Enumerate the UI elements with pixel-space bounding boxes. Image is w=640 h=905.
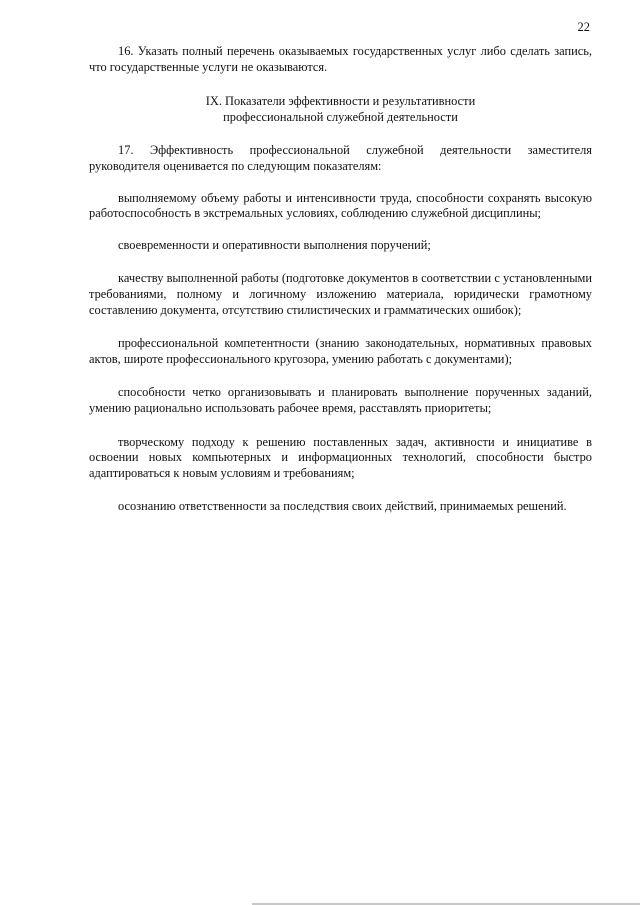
indicator-item-2: своевременности и оперативности выполнения поручений; [118,237,431,252]
section-heading [89,94,592,125]
indicator-item-4: профессиональной компетентности (знанию законодательных, нормативных правовых актов, широте профессионального кругозора, умению работать с документами); [89,336,592,366]
section-heading-line-1: IX. Показатели эффективности и результативности [205,94,476,109]
document-body [89,44,592,515]
paragraph-16: 16. Указать полный перечень оказываемых государственных услуг либо сделать запись, что государственные услуги не оказываются. [89,44,592,74]
indicator-item-3: качеству выполненной работы (подготовке документов в соответствии с установленными требованиями, полному и логичному изложению материала, юридически грамотному составлению документа, отсутствию стилистических и грамматических ошибок); [89,271,592,317]
indicator-item-6: творческому подходу к решению поставленных задач, активности и инициативе в освоении новых компьютерных и информационных технологий, способности быстро адаптироваться к новым условиям и требованиям; [89,434,592,480]
page-number: 22 [577,20,590,34]
section-heading-line-2: профессиональной служебной деятельности [223,109,458,124]
indicator-item-1: выполняемому объему работы и интенсивности труда, способности сохранять высокую работоспособность в экстремальных условиях, соблюдению служебной дисциплины; [89,190,592,221]
indicator-item-5: способности четко организовывать и планировать выполнение порученных заданий, умению рационально использовать рабочее время, расставлять приоритеты; [89,385,592,415]
paragraph-17: 17. Эффективность профессиональной служебной деятельности заместителя руководителя оценивается по следующим показателям: [89,143,592,173]
indicator-item-7: осознанию ответственности за последствия своих действий, принимаемых решений. [118,499,567,514]
